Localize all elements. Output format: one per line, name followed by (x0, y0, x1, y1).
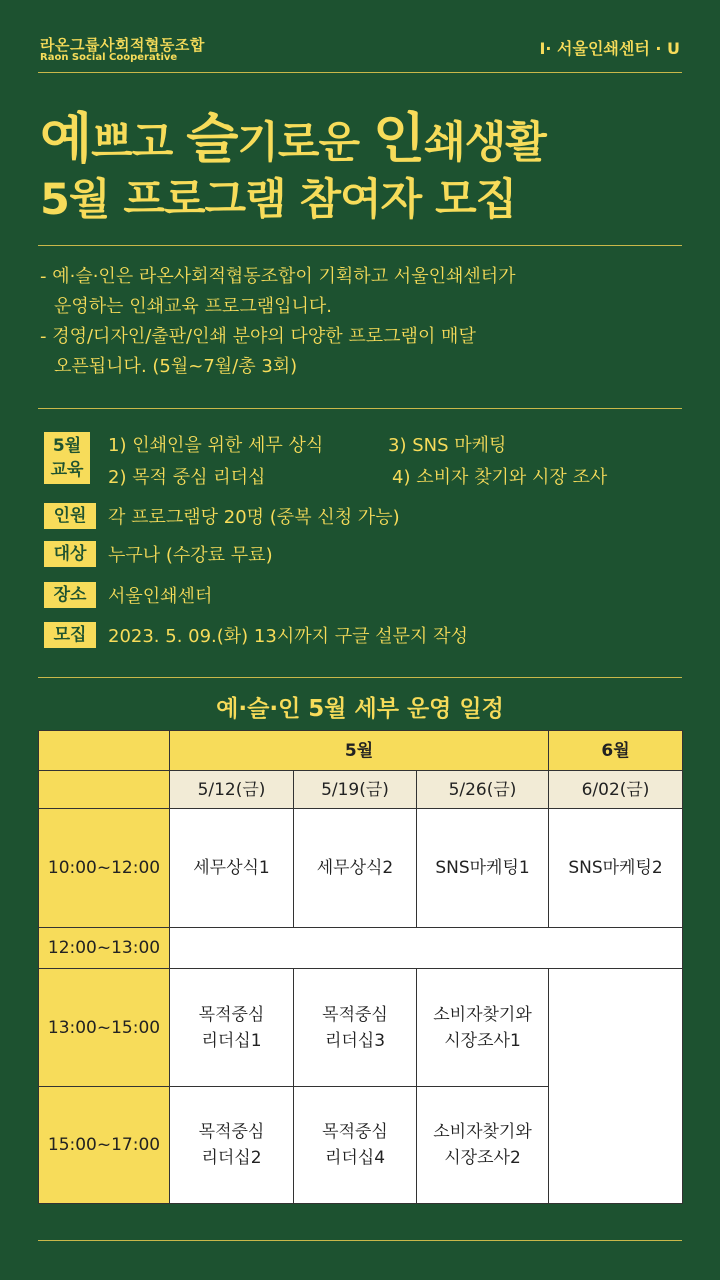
session-cell: 세무상식2 (294, 809, 417, 928)
session-cell: SNS마케팅2 (549, 809, 683, 928)
empty-session-cell (549, 969, 683, 1204)
divider (38, 245, 682, 246)
divider (38, 408, 682, 409)
date-header: 5/19(금) (294, 771, 417, 809)
session-cell (417, 1087, 549, 1204)
intro-line: - 예·슬·인은 라온사회적협동조합이 기획하고 서울인쇄센터가 (40, 266, 516, 287)
session-line: 리더십4 (324, 1148, 386, 1168)
session-cell: SNS마케팅1 (417, 809, 549, 928)
session-line: 목적중심 (322, 1004, 388, 1025)
org-name-korean: 라온그룹사회적협동조합 (40, 36, 205, 54)
center-name: I· 서울인쇄센터 · U (539, 39, 680, 58)
session-cell (170, 1087, 294, 1204)
divider (38, 677, 682, 678)
session-cell: 세무상식1 (170, 809, 294, 928)
edu-item: 4) 소비자 찾기와 시장 조사 (392, 467, 608, 488)
time-cell: 12:00~13:00 (39, 928, 170, 969)
intro-line: 오픈됩니다. (5월~7월/총 3회) (54, 356, 298, 377)
people-text: 각 프로그램당 20명 (중복 신청 가능) (108, 507, 400, 528)
table-row (39, 928, 683, 969)
schedule-title: 예·슬·인 5월 세부 운영 일정 (216, 696, 504, 722)
people-tag: 인원 (44, 503, 96, 529)
title-text: 기로운 (237, 118, 373, 168)
divider (38, 72, 682, 73)
session-cell (294, 1087, 417, 1204)
title-text: 쇄생활 (424, 118, 546, 168)
title-highlight-seul: 슬 (186, 107, 238, 170)
edu-tag (44, 432, 90, 484)
edu-tag-line: 교육 (50, 460, 84, 480)
intro-line: - 경영/디자인/출판/인쇄 분야의 다양한 프로그램이 매달 (40, 326, 476, 347)
session-cell (417, 969, 549, 1087)
intro-text (40, 262, 680, 382)
schedule-table (38, 730, 683, 1204)
divider (38, 1240, 682, 1241)
table-row (39, 731, 683, 771)
target-tag: 대상 (44, 541, 96, 567)
place-text: 서울인쇄센터 (108, 586, 213, 607)
session-line: 리더십1 (201, 1030, 262, 1051)
session-line: 목적중심 (198, 1122, 265, 1142)
edu-tag-line: 5월 (52, 436, 82, 456)
session-line: 시장조사1 (444, 1030, 521, 1051)
session-line: 리더십2 (201, 1148, 262, 1168)
edu-item: 2) 목적 중심 리더십 (108, 467, 266, 488)
session-line: 소비자찾기와 (433, 1122, 532, 1142)
page-title-line2: 5월 프로그램 참여자 모집 (40, 175, 517, 225)
table-row (39, 969, 683, 1087)
session-line: 목적중심 (198, 1004, 265, 1025)
time-cell: 13:00~15:00 (39, 969, 170, 1087)
title-text: 쁘고 (91, 118, 187, 168)
session-cell (170, 969, 294, 1087)
table-row (39, 771, 683, 809)
month-header-may: 5월 (170, 731, 549, 771)
apply-text: 2023. 5. 09.(화) 13시까지 구글 설문지 작성 (108, 626, 468, 647)
title-highlight-ye: 예 (40, 107, 92, 170)
intro-line: 운영하는 인쇄교육 프로그램입니다. (54, 296, 332, 317)
session-line: 시장조사2 (444, 1148, 521, 1168)
date-header: 6/02(금) (549, 771, 683, 809)
session-line: 리더십3 (324, 1030, 386, 1051)
session-line: 목적중심 (322, 1122, 388, 1142)
place-tag: 장소 (44, 582, 96, 608)
target-text: 누구나 (수강료 무료) (108, 545, 273, 566)
date-header: 5/26(금) (417, 771, 549, 809)
table-row (39, 809, 683, 928)
month-header-june: 6월 (549, 731, 683, 771)
edu-item: 1) 인쇄인을 위한 세무 상식 (108, 435, 324, 456)
table-header-corner (39, 771, 170, 809)
session-cell (294, 969, 417, 1087)
table-header-corner (39, 731, 170, 771)
time-cell: 10:00~12:00 (39, 809, 170, 928)
org-name-english: Raon Social Cooperative (40, 52, 178, 63)
title-highlight-in: 인 (372, 107, 425, 170)
edu-item: 3) SNS 마케팅 (388, 435, 507, 456)
page-title-line1 (40, 96, 546, 173)
apply-tag: 모집 (44, 622, 96, 648)
lunch-break-cell (170, 928, 683, 969)
session-line: 소비자찾기와 (433, 1004, 532, 1025)
date-header: 5/12(금) (170, 771, 294, 809)
time-cell: 15:00~17:00 (39, 1087, 170, 1204)
